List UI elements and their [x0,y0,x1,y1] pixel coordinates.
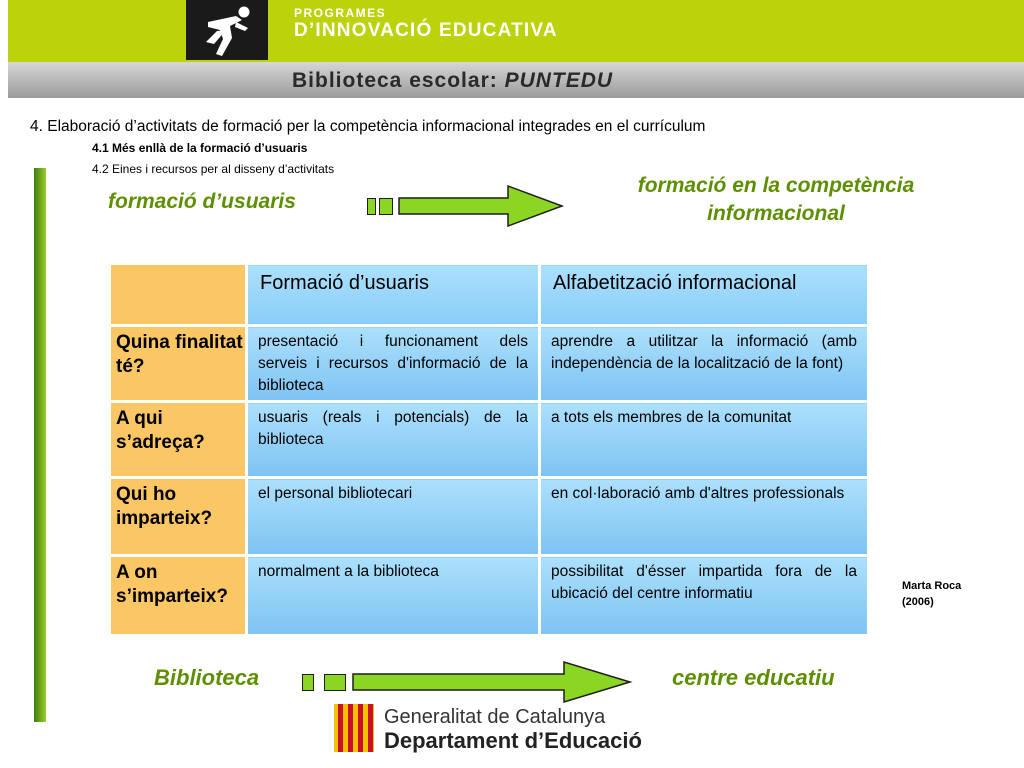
runner-logo-icon [186,0,268,60]
footer-line-1: Generalitat de Catalunya [384,706,606,728]
footer-line-2: Departament d’Educació [384,728,642,753]
row-cell-alfabetitzacio: aprendre a utilitzar la informació (amb independència de la localització de la font) [540,326,869,402]
flow-bottom-square-small [302,674,314,691]
arrow-right-icon [352,660,634,704]
table-row [110,402,869,478]
row-question: Quina finalitat té? [110,326,247,402]
row-cell-usuaris: usuaris (reals i potencials) de la biblioteca [247,402,540,478]
section-title: 4. Elaboració d’activitats de formació per la competència informacional integrades en el currículum [30,118,706,135]
banner-prefix: Biblioteca escolar: [292,69,498,92]
flow-top-square-small [367,198,376,215]
left-accent-stripe [34,168,46,722]
flow-bottom-from: Biblioteca [154,665,260,690]
banner-title [292,69,613,93]
credit-year: (2006) [902,596,934,608]
senyera-shield-icon [334,704,374,752]
table-row [110,478,869,556]
author-credit [902,578,961,610]
flow-bottom-to: centre educatiu [672,665,835,690]
row-cell-alfabetitzacio: possibilitat d'ésser impartida fora de la ubicació del centre informatiu [540,556,869,636]
flow-top-to: formació en la competència informacional [637,174,915,225]
comparison-table [108,262,870,634]
table-row [110,556,869,636]
flow-bottom-square-large [324,674,346,691]
row-question: Qui ho imparteix? [110,478,247,556]
table-header-cell: Alfabetització informacional [540,264,869,326]
program-line-1: PROGRAMES [294,6,387,20]
table-header-row [110,264,869,326]
row-question: A qui s’adreça? [110,402,247,478]
header-gap [0,0,8,62]
section-subtitle-2: 4.2 Eines i recursos per al disseny d’activitats [92,162,335,176]
section-subtitle-1: 4.1 Més enllà de la formació d’usuaris [92,141,308,155]
banner-emphasis: PUNTEDU [504,69,614,92]
row-cell-usuaris: normalment a la biblioteca [247,556,540,636]
flow-top-square-large [379,198,393,215]
flow-top-from: formació d’usuaris [108,190,296,213]
program-line-2: D’INNOVACIÓ EDUCATIVA [294,20,558,41]
row-question: A on s’imparteix? [110,556,247,636]
row-cell-usuaris: el personal bibliotecari [247,478,540,556]
arrow-right-icon [398,184,566,228]
table-header-cell: Formació d’usuaris [247,264,540,326]
row-cell-alfabetitzacio: a tots els membres de la comunitat [540,402,869,478]
row-cell-usuaris: presentació i funcionament dels serveis i recursos d'informació de la biblioteca [247,326,540,402]
table-header-corner [110,264,247,326]
credit-author: Marta Roca [902,580,962,592]
program-logo [186,0,268,60]
row-cell-alfabetitzacio: en col·laboració amb d'altres professionals [540,478,869,556]
table-row [110,326,869,402]
